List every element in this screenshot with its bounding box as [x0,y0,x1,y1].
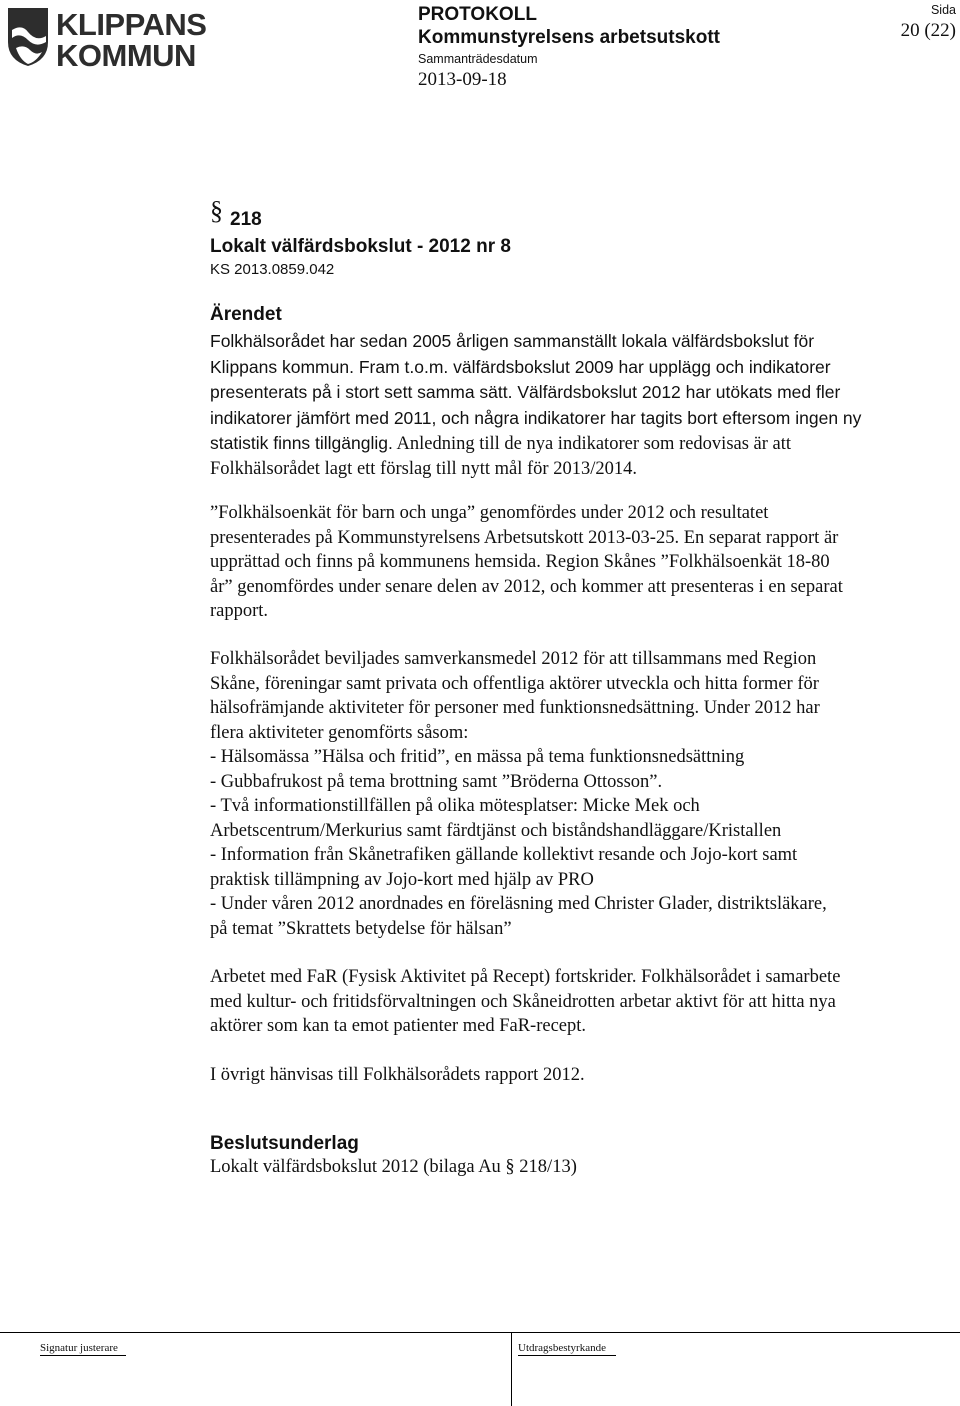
arendet-paragraph-1-sans: Folkhälsorådet har sedan 2005 årligen sammanställt lokala välfärdsbokslut för Klippans kommun. Fram t.o.m. välfärdsbokslut 2009 har upplägg och indikatorer presenterats på i stort sett samma sätt. Välfärdsbokslut 2012 har utökats med fler indikatorer jämfört med 2011, och några indikatorer har tagits bort eftersom ingen ny statistik finns tillgänglig. [210,331,862,453]
arendet-paragraph-5: I övrigt hänvisas till Folkhälsorådets rapport 2012. [210,1065,585,1085]
section-number: 218 [230,209,262,230]
logo-line-1: KLIPPANS [56,7,207,42]
extract-label-underline [518,1355,616,1356]
klippans-kommun-logo [6,4,216,68]
logo-line-2: KOMMUN [56,38,196,68]
beslutsunderlag-text: Lokalt välfärdsbokslut 2012 (bilaga Au § 218/13) [210,1157,577,1177]
logo-emblem [6,4,216,68]
extract-certification-label: Utdragsbestyrkande [518,1342,606,1354]
arendet-paragraph-2: ”Folkhälsoenkät för barn och unga” genomfördes under 2012 och resultatet presenterades på Kommunstyrelsens Arbetsutskott 2013-03-25. En separat rapport är upprättad och finns på kommunens hemsida. Region Skånes ”Folkhälsoenkät 18-80 år” genomfördes under senare delen av 2012, och kommer att presenteras i en separat rapport. [210,503,843,621]
arendet-paragraph-4: Arbetet med FaR (Fysisk Aktivitet på Recept) fortskrider. Folkhälsorådet i samarbete med kultur- och fritidsförvaltningen och Skåneidrotten arbetar aktivt för att hitta nya aktörer som kan ta emot patienter med FaR-recept. [210,967,841,1036]
arendet-paragraph-3: Folkhälsorådet beviljades samverkansmedel 2012 för att tillsammans med Region Skåne, föreningar samt privata och offentliga aktörer utveckla och hitta former för hälsofrämjande aktiviteter för personer med funktionsnedsättning. Under 2012 har flera aktiviteter genomförts såsom: - Hälsomässa ”Hälsa och fritid”, en mässa på tema funktionsnedsättning - Gubbafrukost på tema brottning samt ”Bröderna Ottosson”. - Två informationstillfällen på olika mötesplatser: Micke Mek och Arbetscentrum/Merkurius samt färdtjänst och biståndshandläggare/Kristallen - Information från Skånetrafiken gällande kollektivt resande och Jojo-kort samt praktisk tillämpning av Jojo-kort med hjälp av PRO - Under våren 2012 anordnades en föreläsning med Christer Glader, distriktsläkare, på temat ”Skrattets betydelse för hälsan” [210,649,827,939]
paragraph-sign: § [210,196,223,225]
meeting-date: 2013-09-18 [418,69,507,90]
case-number: KS 2013.0859.042 [210,261,335,278]
page-label: Sida [930,3,956,17]
meeting-date-label: Sammanträdesdatum [418,52,538,66]
page-number: 20 (22) [900,20,956,41]
arendet-paragraph-1 [210,329,950,481]
document-type: PROTOKOLL [418,4,537,25]
signature-label-underline [40,1355,126,1356]
signature-field-label: Signatur justerare [40,1342,118,1354]
beslutsunderlag-heading: Beslutsunderlag [210,1133,359,1154]
footer-divider [0,1332,960,1333]
committee-name: Kommunstyrelsens arbetsutskott [418,27,720,48]
section-title: Lokalt välfärdsbokslut - 2012 nr 8 [210,236,511,257]
arendet-paragraph-1-serif: Anledning till de nya indikatorer som redovisas är att Folkhälsorådet lagt ett förslag till nytt mål för 2013/2014. [210,434,792,479]
arendet-heading: Ärendet [210,304,282,325]
footer-column-divider [511,1332,512,1406]
